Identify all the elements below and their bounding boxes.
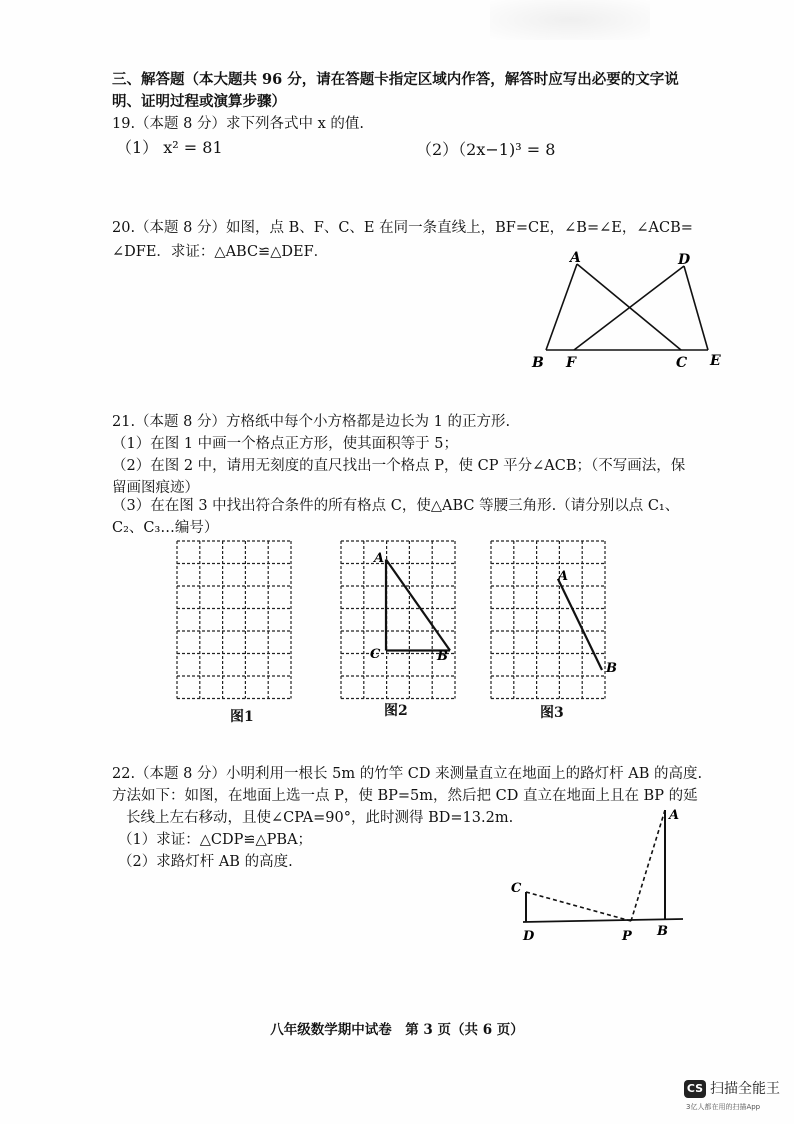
q21-part2-line2: 留画图痕迹） (112, 480, 199, 496)
q21-fig1-caption: 图1 (230, 709, 254, 725)
scanner-app-name: 扫描全能王 (710, 1081, 780, 1097)
q21-stem: 21.（本题 8 分）方格纸中每个小方格都是边长为 1 的正方形. (112, 414, 511, 430)
q20-seg-de (684, 266, 708, 350)
q22-figure (505, 800, 700, 950)
q21-part2-line1: （2）在图 2 中，请用无刻度的直尺找出一个格点 P，使 CP 平分∠ACB；（不写画法，保 (112, 458, 686, 474)
scanner-tagline: 3亿人都在用的扫描App (686, 1103, 761, 1111)
q20-label-f: F (566, 355, 576, 371)
q22-label-p: P (622, 929, 632, 944)
q22-seg-cp (526, 892, 631, 921)
q22-label-b: B (657, 924, 668, 939)
q22-label-c: C (511, 881, 522, 896)
q22-label-d: D (523, 929, 535, 944)
q21-fig2-label-b: B (437, 649, 448, 664)
q22-stem-line2: 方法如下：如图，在地面上选一点 P，使 BP=5m，然后把 CD 直立在地面上且在 BP 的延 (112, 788, 698, 804)
q19-stem: 19.（本题 8 分）求下列各式中 x 的值. (112, 116, 365, 132)
q22-ground-line (523, 919, 683, 922)
q20-stem-line1: 20.（本题 8 分）如图，点 B、F、C、E 在同一条直线上，BF=CE，∠B=∠E，∠ACB= (112, 220, 693, 236)
q21-fig3-label-b: B (606, 661, 617, 676)
section-note-cont: 明、证明过程或演算步骤） (112, 93, 286, 110)
q21-part3-line1: （3）在在图 3 中找出符合条件的所有格点 C，使△ABC 等腰三角形.（请分别以点 C₁、 (112, 498, 680, 514)
scan-smudge (490, 0, 650, 40)
q19-part2: （2）（2x−1)³ = 8 (416, 140, 556, 159)
q20-figure (520, 248, 740, 378)
q22-part2: （2）求路灯杆 AB 的高度. (118, 854, 293, 870)
section-title: 三、解答题 (112, 71, 185, 88)
q21-grid-fig2 (340, 540, 458, 698)
q22-part1: （1）求证：△CDP≌△PBA； (118, 832, 313, 848)
q20-label-d: D (678, 252, 691, 268)
section-header (112, 70, 679, 90)
q21-fig3-label-a: A (558, 569, 569, 584)
q20-seg-ab (546, 264, 577, 350)
q21-grid-fig1 (176, 540, 294, 698)
q19-part1: （1） x² = 81 (116, 138, 223, 157)
q21-fig3-caption: 图3 (540, 705, 564, 721)
q20-label-b: B (532, 355, 544, 371)
camscanner-logo-icon: CS (684, 1080, 706, 1098)
q20-seg-fd (574, 266, 684, 350)
q20-label-a: A (570, 250, 581, 266)
q21-part3-line2: C₂、C₃…编号） (112, 520, 219, 536)
q21-fig2-caption: 图2 (384, 703, 408, 719)
q21-fig2-label-a: A (374, 551, 385, 566)
section-note: （本大题共 96 分，请在答题卡指定区域内作答，解答时应写出必要的文字说 (184, 71, 679, 88)
q20-label-c: C (676, 355, 688, 371)
q22-stem-line3: 长线上左右移动，且使∠CPA=90°，此时测得 BD=13.2m. (126, 810, 514, 826)
q22-seg-pa (631, 810, 665, 921)
q21-part1: （1）在图 1 中画一个格点正方形，使其面积等于 5； (112, 436, 459, 452)
page-footer: 八年级数学期中试卷 第 3 页（共 6 页） (270, 1022, 524, 1038)
q21-fig3-seg-ab (558, 579, 602, 670)
q21-fig2-label-c: C (370, 647, 381, 662)
q21-grid-fig3 (490, 540, 618, 698)
q20-stem-line2: ∠DFE．求证：△ABC≌△DEF． (112, 244, 329, 260)
q21-fig2-seg-ab (386, 560, 450, 651)
q22-label-a: A (669, 808, 680, 823)
q20-label-e: E (710, 353, 721, 369)
q22-stem-line1: 22.（本题 8 分）小明利用一根长 5m 的竹竿 CD 来测量直立在地面上的路灯杆 AB 的高度. (112, 766, 703, 782)
